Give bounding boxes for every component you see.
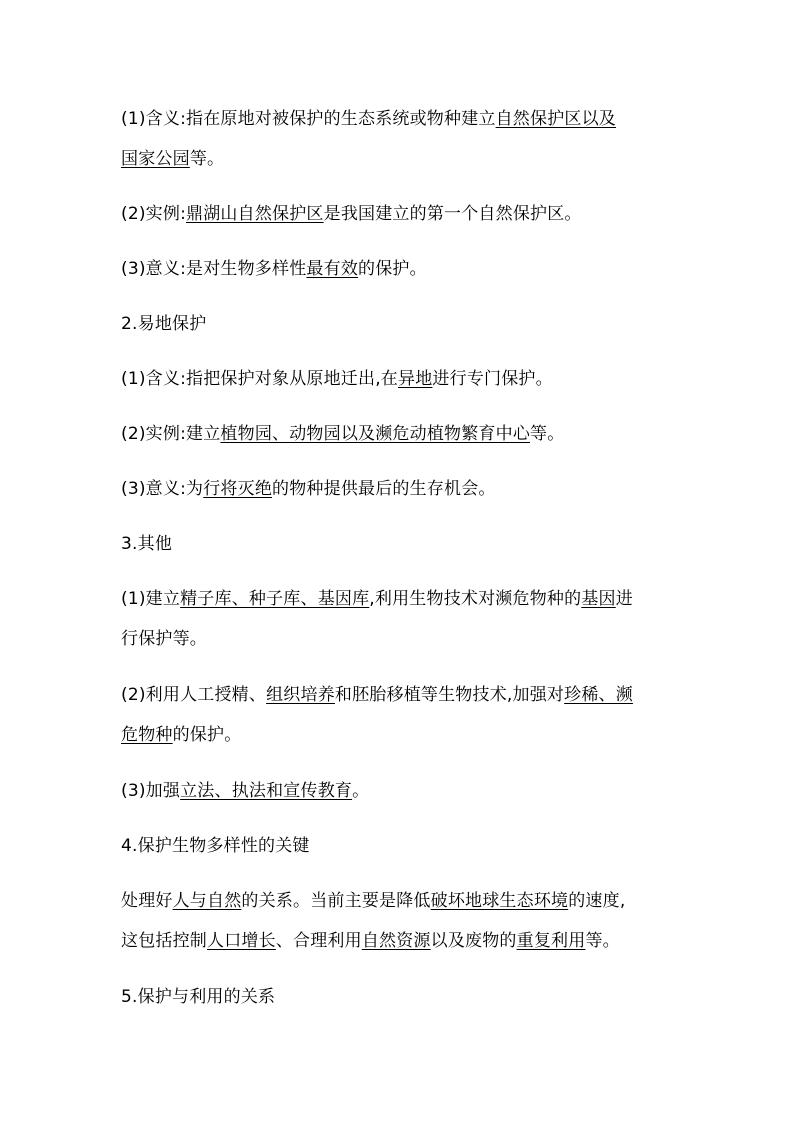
underlined-term: 人与自然 (172, 891, 242, 911)
text-segment: (1)含义:指把保护对象从原地迁出,在 (121, 369, 399, 389)
underlined-term: 组织培养 (266, 685, 335, 705)
text-segment: 的速度, (568, 891, 626, 911)
underlined-term: 基因 (581, 589, 616, 609)
underlined-term: 行将灭绝 (203, 479, 273, 499)
text-segment: 进 (615, 589, 633, 609)
text-segment: (2)利用人工授精、 (121, 685, 267, 705)
underlined-term: 最有效 (306, 259, 359, 279)
text-segment: 。 (352, 781, 370, 801)
underlined-term: 自然保护区以及 (495, 109, 617, 129)
underlined-term: 鼎湖山自然保护区 (186, 204, 324, 224)
section-heading (121, 533, 681, 555)
text-segment: 2.易地保护 (121, 314, 207, 334)
text-segment: 的关系。当前主要是降低 (241, 891, 431, 911)
text-segment: 是我国建立的第一个自然保护区。 (323, 204, 582, 224)
text-segment: 进行专门保护。 (432, 369, 553, 389)
text-line (121, 108, 681, 130)
text-segment: 、合理利用 (275, 931, 362, 951)
underlined-term: 异地 (398, 369, 433, 389)
underlined-term: 自然资源 (361, 931, 431, 951)
text-segment: 等。 (585, 931, 620, 951)
text-segment: (3)加强 (121, 781, 181, 801)
text-line (121, 780, 681, 802)
text-segment: 处理好 (121, 891, 173, 911)
text-segment: 的物种提供最后的生存机会。 (272, 479, 496, 499)
text-segment: 和胚胎移植等生物技术,加强对 (334, 685, 565, 705)
text-segment: (2)实例: (121, 204, 187, 224)
text-segment: (1)建立 (121, 589, 181, 609)
text-segment: (3)意义:为 (121, 479, 204, 499)
underlined-term: 植物园、动物园以及濒危动植物繁育中心 (220, 424, 531, 444)
text-segment: (2)实例:建立 (121, 424, 221, 444)
text-line (121, 478, 681, 500)
section-heading (121, 986, 681, 1008)
text-line (121, 258, 681, 280)
text-line (121, 930, 681, 952)
text-segment: (3)意义:是对生物多样性 (121, 259, 307, 279)
text-line (121, 724, 681, 746)
text-segment: 等。 (189, 149, 225, 169)
text-line (121, 423, 681, 445)
text-segment: 的保护。 (172, 725, 242, 745)
text-line (121, 890, 681, 912)
underlined-term: 珍稀、濒 (564, 685, 633, 705)
text-line (121, 628, 681, 650)
underlined-term: 立法、执法和宣传教育 (180, 781, 353, 801)
text-segment: (1)含义:指在原地对被保护的生态系统或物种建立 (121, 109, 496, 129)
text-segment: 这包括控制 (121, 931, 207, 951)
text-line (121, 684, 681, 706)
underlined-term: 精子库、种子库、基因库 (180, 589, 370, 609)
text-line (121, 368, 681, 390)
underlined-term: 国家公园 (121, 149, 190, 169)
text-segment: 行保护等。 (121, 629, 207, 649)
text-line (121, 148, 681, 170)
underlined-term: 人口增长 (207, 931, 276, 951)
text-segment: ,利用生物技术对濒危物种的 (369, 589, 582, 609)
text-segment: 的保护。 (358, 259, 427, 279)
text-segment: 3.其他 (121, 534, 173, 554)
text-segment: 以及废物的 (430, 931, 517, 951)
text-segment: 4.保护生物多样性的关键 (121, 836, 310, 856)
section-heading (121, 835, 681, 857)
underlined-term: 重复利用 (516, 931, 586, 951)
text-segment: 5.保护与利用的关系 (121, 987, 276, 1007)
text-segment: 等。 (530, 424, 565, 444)
text-line (121, 588, 681, 610)
section-heading (121, 313, 681, 335)
text-line (121, 203, 681, 225)
underlined-term: 危物种 (121, 725, 173, 745)
underlined-term: 破坏地球生态环境 (430, 891, 569, 911)
